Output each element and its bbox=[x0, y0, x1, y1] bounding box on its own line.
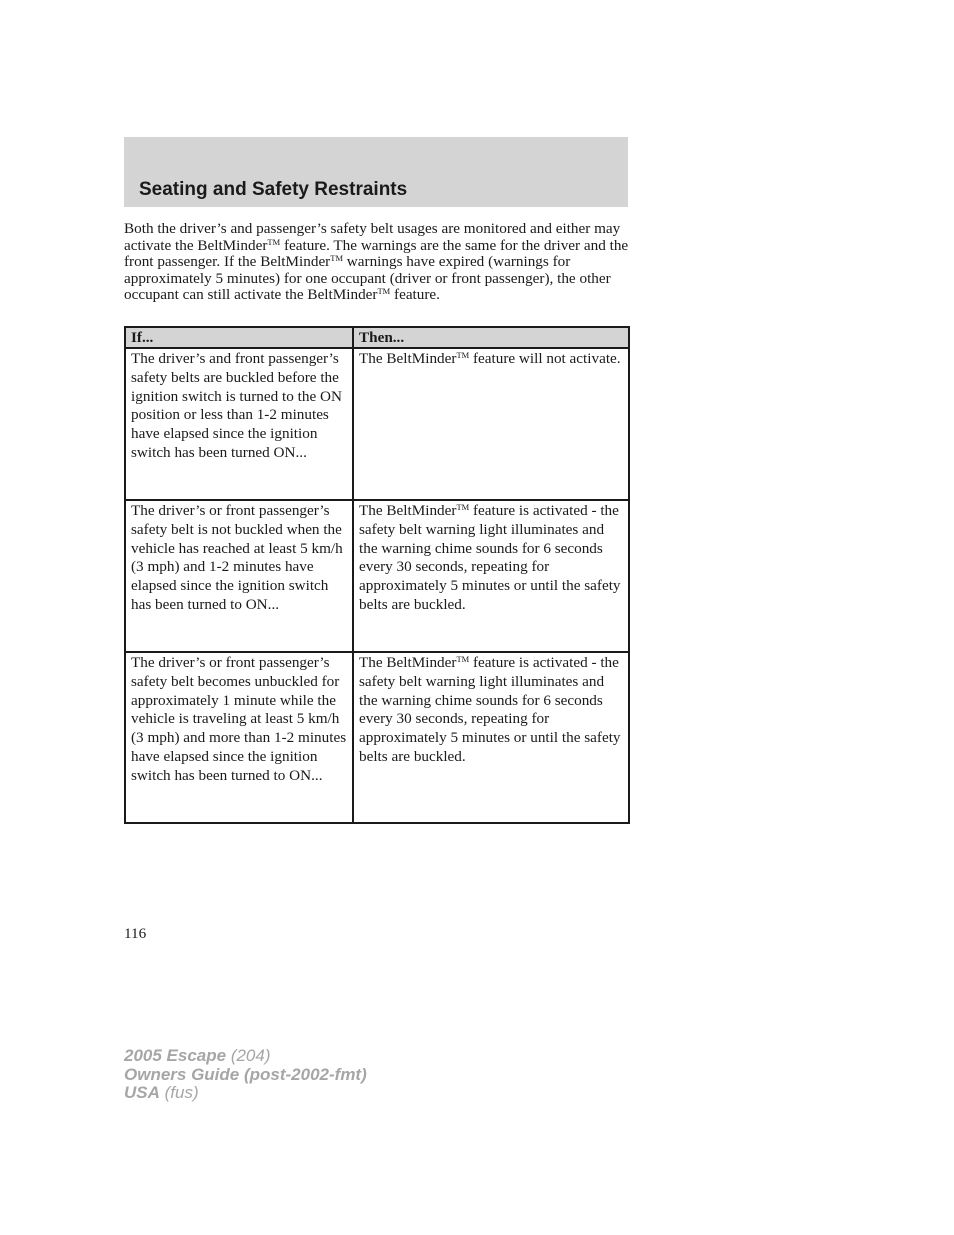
intro-text-2: feature. The warnings are the same for the driver and the front passenger. If the BeltMinder bbox=[124, 236, 629, 271]
result-text-start: The BeltMinder bbox=[359, 502, 457, 519]
result-cell bbox=[353, 652, 629, 823]
condition-cell: The driver’s and front passenger’s safety belts are buckled before the ignition switch is turned to the ON position or less than 1-2 minutes have elapsed since the ignition switch has been turned ON... bbox=[125, 348, 353, 500]
result-text-rest: feature will not activate. bbox=[469, 350, 621, 367]
footer-market-code: (fus) bbox=[159, 1083, 199, 1102]
footer-line-guide bbox=[124, 1066, 367, 1085]
footer-model-code: (204) bbox=[226, 1046, 271, 1065]
intro-paragraph bbox=[124, 221, 630, 304]
table-row bbox=[125, 348, 629, 500]
document-footer bbox=[124, 1047, 367, 1103]
intro-text-4: feature. bbox=[390, 286, 440, 304]
trademark-symbol: TM bbox=[330, 253, 343, 264]
result-text-start: The BeltMinder bbox=[359, 654, 457, 671]
page-number: 116 bbox=[124, 925, 147, 942]
section-title: Seating and Safety Restraints bbox=[139, 179, 408, 200]
footer-line-model bbox=[124, 1047, 367, 1066]
result-text-rest: feature is activated - the safety belt warning light illuminates and the warning chime sounds for 6 seconds every 30 seconds, repeating for approximately 5 minutes or until the safety belts are buckled. bbox=[359, 654, 621, 765]
trademark-symbol: TM bbox=[456, 502, 470, 512]
footer-line-market bbox=[124, 1084, 367, 1103]
column-header-then: Then... bbox=[353, 327, 629, 348]
table-row bbox=[125, 652, 629, 823]
footer-model: 2005 Escape bbox=[124, 1046, 227, 1065]
column-header-if: If... bbox=[125, 327, 353, 348]
footer-guide: Owners Guide (post-2002-fmt) bbox=[124, 1064, 367, 1084]
trademark-symbol: TM bbox=[267, 236, 281, 247]
result-cell bbox=[353, 348, 629, 500]
intro-text-3: warnings have expired (warnings for approximately 5 minutes) for one occupant (driver or front passenger), the other occupant can still activate the BeltMinder bbox=[124, 253, 611, 304]
section-header-band bbox=[124, 137, 628, 207]
condition-cell: The driver’s or front passenger’s safety belt becomes unbuckled for approximately 1 minute while the vehicle is traveling at least 5 km/h (3 mph) and more than 1-2 minutes have elapsed since the ignition switch has been turned to ON... bbox=[125, 652, 353, 823]
intro-text-1: Both the driver’s and passenger’s safety belt usages are monitored and either may activate the BeltMinder bbox=[124, 220, 621, 254]
trademark-symbol: TM bbox=[456, 654, 470, 664]
footer-market: USA bbox=[124, 1083, 160, 1102]
result-cell bbox=[353, 500, 629, 652]
table-row bbox=[125, 500, 629, 652]
beltminder-conditions-table bbox=[124, 326, 630, 824]
condition-cell: The driver’s or front passenger’s safety belt is not buckled when the vehicle has reached at least 5 km/h (3 mph) and 1-2 minutes have elapsed since the ignition switch has been turned to ON... bbox=[125, 500, 353, 652]
trademark-symbol: TM bbox=[377, 286, 391, 297]
table-header-row bbox=[125, 327, 629, 348]
trademark-symbol: TM bbox=[456, 350, 470, 360]
result-text-start: The BeltMinder bbox=[359, 350, 457, 367]
result-text-rest: feature is activated - the safety belt warning light illuminates and the warning chime sounds for 6 seconds every 30 seconds, repeating for approximately 5 minutes or until the safety belts are buckled. bbox=[359, 502, 621, 613]
